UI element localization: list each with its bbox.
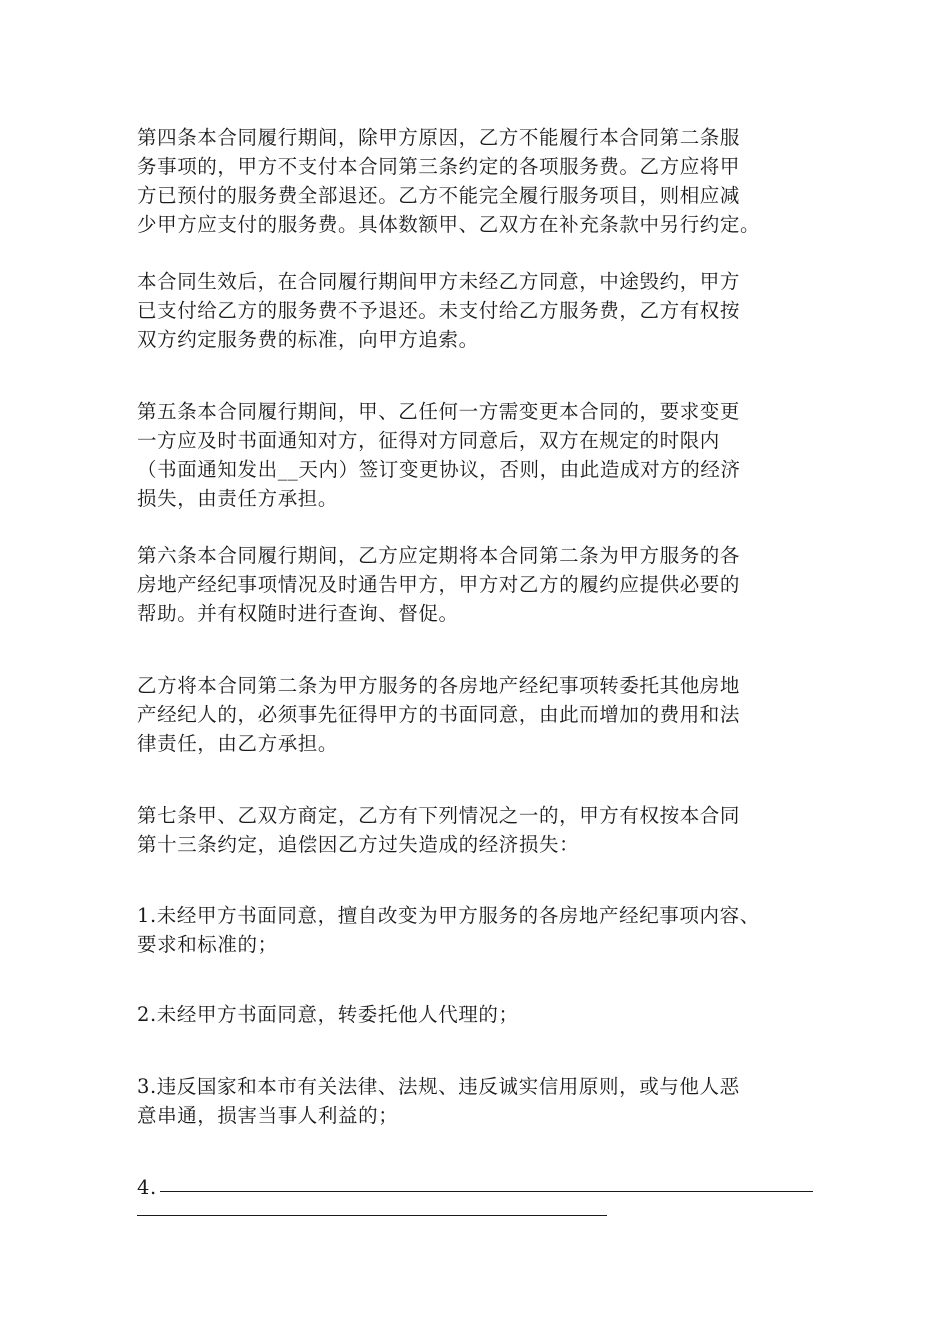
list-item-4 — [137, 1173, 817, 1202]
paragraph-contract-effective — [137, 267, 817, 354]
paragraph-article-5 — [137, 397, 817, 513]
text-line: 意串通，损害当事人利益的； — [137, 1104, 399, 1127]
text-line: 本合同生效后，在合同履行期间甲方未经乙方同意，中途毁约，甲方 — [137, 270, 741, 293]
text-line: 第六条本合同履行期间，乙方应定期将本合同第二条为甲方服务的各 — [137, 544, 741, 567]
text-line: 少甲方应支付的服务费。具体数额甲、乙双方在补充条款中另行约定。 — [137, 213, 761, 236]
text-line: 房地产经纪事项情况及时通告甲方，甲方对乙方的履约应提供必要的 — [137, 573, 741, 596]
paragraph-article-4 — [137, 123, 817, 239]
text-line: 第七条甲、乙双方商定，乙方有下列情况之一的，甲方有权按本合同 — [137, 804, 741, 827]
text-line: 第五条本合同履行期间，甲、乙任何一方需变更本合同的，要求变更 — [137, 400, 741, 423]
text-line: 2.未经甲方书面同意，转委托他人代理的； — [137, 1003, 519, 1026]
text-line: 要求和标准的； — [137, 933, 278, 956]
paragraph-subcontract — [137, 671, 817, 758]
text-line: （书面通知发出__天内）签订变更协议，否则，由此造成对方的经济 — [137, 458, 741, 481]
text-line: 3.违反国家和本市有关法律、法规、违反诚实信用原则，或与他人恶 — [137, 1075, 740, 1098]
text-line: 损失，由责任方承担。 — [137, 487, 339, 510]
blank-fill-line — [137, 1215, 607, 1216]
list-item-1 — [137, 901, 817, 959]
paragraph-article-6 — [137, 541, 817, 628]
text-line: 已支付给乙方的服务费不予退还。未支付给乙方服务费，乙方有权按 — [137, 299, 741, 322]
text-line: 帮助。并有权随时进行查询、督促。 — [137, 602, 459, 625]
text-line: 1.未经甲方书面同意，擅自改变为甲方服务的各房地产经纪事项内容、 — [137, 904, 760, 927]
text-line: 双方约定服务费的标准，向甲方追索。 — [137, 328, 479, 351]
list-item-2 — [137, 1000, 817, 1029]
text-line: 方已预付的服务费全部退还。乙方不能完全履行服务项目，则相应减 — [137, 184, 741, 207]
text-line: 务事项的，甲方不支付本合同第三条约定的各项服务费。乙方应将甲 — [137, 155, 741, 178]
text-line: 4. — [137, 1176, 157, 1199]
list-item-3 — [137, 1072, 817, 1130]
text-line: 第四条本合同履行期间，除甲方原因，乙方不能履行本合同第二条服 — [137, 126, 741, 149]
text-line: 乙方将本合同第二条为甲方服务的各房地产经纪事项转委托其他房地 — [137, 674, 741, 697]
text-line: 一方应及时书面通知对方，征得对方同意后，双方在规定的时限内 — [137, 429, 720, 452]
paragraph-article-7 — [137, 801, 817, 859]
text-line: 第十三条约定，追偿因乙方过失造成的经济损失： — [137, 833, 580, 856]
blank-fill-line — [160, 1191, 813, 1192]
text-line: 律责任，由乙方承担。 — [137, 732, 339, 755]
text-line: 产经纪人的，必须事先征得甲方的书面同意，由此而增加的费用和法 — [137, 703, 741, 726]
